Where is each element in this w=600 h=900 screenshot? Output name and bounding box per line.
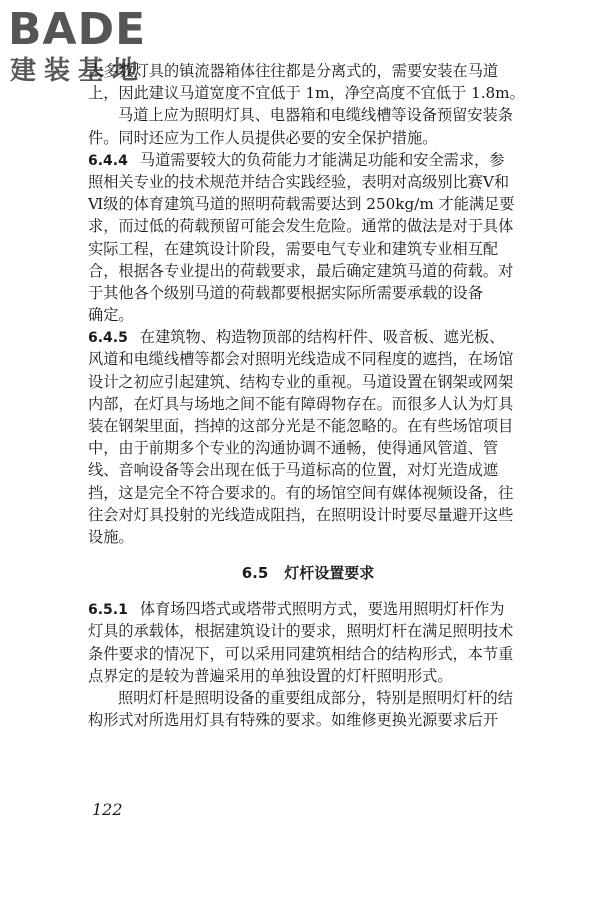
logo-wordmark: BADE [8, 4, 147, 55]
text-line: 往会对灯具投射的光线造成阻挡，在照明设计时要尽量避开这些 [88, 505, 514, 524]
page-number: 122 [92, 800, 123, 819]
section-number: 6.5.1 [88, 602, 128, 619]
text-line: 设计之初应引起建筑、结构专业的重视。马道设置在钢架或网架 [88, 372, 514, 391]
text-line: Ⅵ级的体育建筑马道的照明荷载需要达到 250kg/m 才能满足要 [88, 195, 515, 214]
text-line: 构形式对所选用灯具有特殊的要求。如维修更换光源要求后开 [88, 711, 499, 730]
text-line: 于其他各个级别马道的荷载都要根据实际所需要承载的设备 [88, 283, 483, 302]
text-line: 实际工程，在建筑设计阶段，需要电气专业和建筑专业相互配 [88, 239, 499, 258]
text-line: 合，根据各专业提出的荷载要求，最后确定建筑马道的荷载。对 [88, 261, 514, 280]
heading-title: 灯杆设置要求 [284, 564, 375, 583]
text-line: 点界定的是较为普遍采用的单独设置的灯杆照明形式。 [88, 666, 453, 685]
section-6-5-1-first-line [88, 598, 528, 620]
text-line: 马道需要较大的负荷能力才能满足功能和安全需求，参 [139, 150, 505, 169]
heading-number: 6.5 [241, 564, 269, 583]
text-line: 内部，在灯具与场地之间不能有障碍物存在。而很多人认为灯具 [88, 394, 514, 413]
section-heading-6-5 [88, 562, 528, 584]
text-line: 确定。 [88, 306, 134, 325]
text-line: 体育场四塔式或塔带式照明方式，要选用照明灯杆作为 [139, 600, 505, 619]
text-line: 装在钢架里面，挡掉的这部分光是不能忽略的。在有些场馆项目 [88, 417, 514, 435]
section-number: 6.4.5 [88, 330, 128, 347]
section-6-4-5-first-line [88, 326, 528, 348]
text-line: 求，而过低的荷载预留可能会发生危险。通常的做法是对于具体 [88, 217, 514, 236]
text-line: 中，由于前期多个专业的沟通协调不通畅，使得通风管道、管 [88, 439, 499, 458]
text-line: 照相关专业的技术规范并结合实践经验，表明对高级别比赛Ⅴ和 [88, 172, 510, 191]
text-line: 线、音响设备等会出现在低于马道标高的位置，对灯光造成遮 [88, 461, 499, 480]
text-line: 大多数灯具的镇流器箱体往往都是分离式的，需要安装在马道 [88, 62, 499, 80]
section-number: 6.4.4 [88, 152, 128, 169]
text-line: 照明灯杆是照明设备的重要组成部分，特别是照明灯杆的结 [118, 688, 513, 707]
text-line: 挡，这是完全不符合要求的。有的场馆空间有媒体视频设备，往 [88, 483, 514, 502]
text-line: 风道和电缆线槽等都会对照明光线造成不同程度的遮挡，在场馆 [88, 350, 514, 369]
text-line: 上，因此建议马道宽度不宜低于 1m，净空高度不宜低于 1.8m。 [88, 84, 525, 103]
text-line: 设施。 [88, 527, 134, 546]
section-6-4-4-first-line [88, 149, 528, 171]
logo-subtitle: 建装基地 [10, 56, 147, 86]
text-line: 在建筑物、构造物顶部的结构杆件、吸音板、遮光板、 [139, 328, 505, 347]
text-line: 条件要求的情况下，可以采用同建筑相结合的结构形式，本节重 [88, 644, 514, 663]
text-line: 件。同时还应为工作人员提供必要的安全保护措施。 [88, 128, 438, 147]
text-line: 马道上应为照明灯具、电器箱和电缆线槽等设备预留安装条 [118, 106, 513, 125]
body-text [88, 60, 528, 731]
text-line: 灯具的承载体，根据建筑设计的要求，照明灯杆在满足照明技术 [88, 622, 514, 641]
